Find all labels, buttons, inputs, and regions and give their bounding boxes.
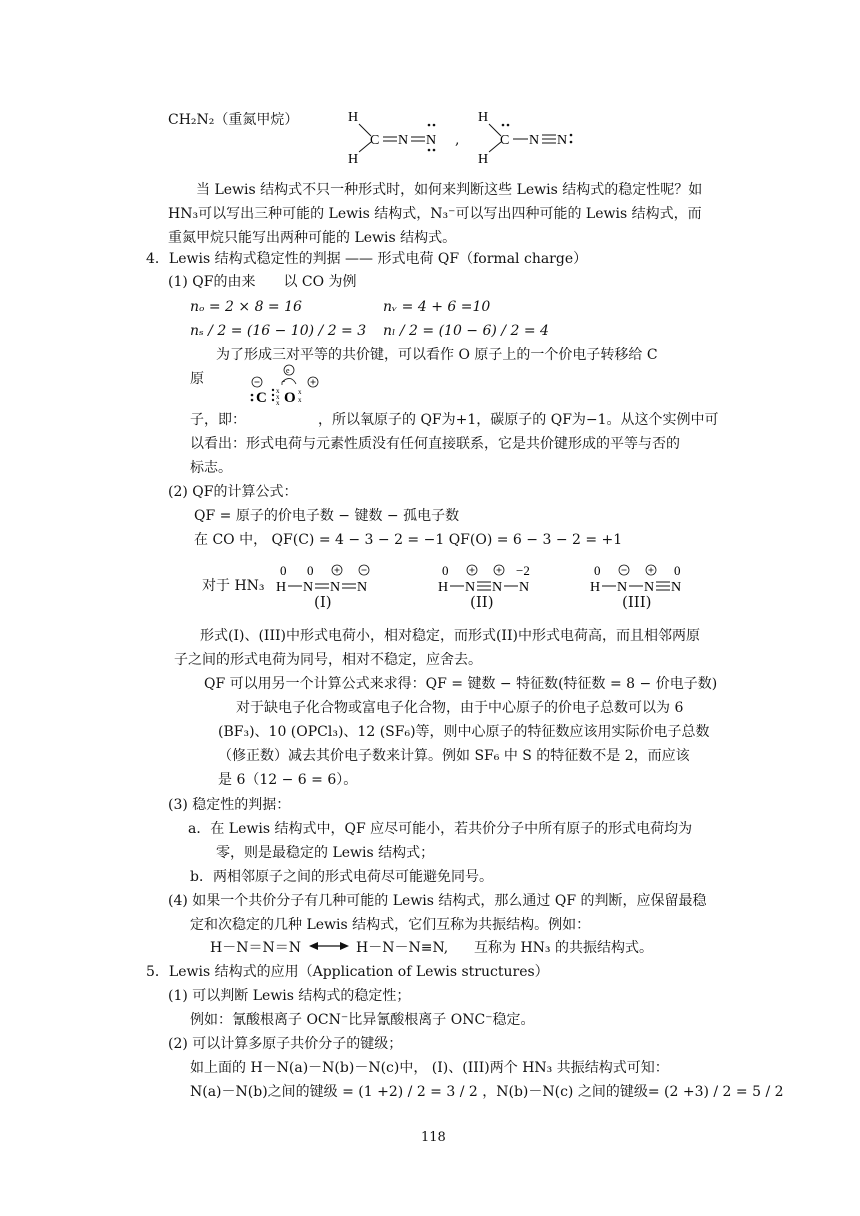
s4-p2-after-b: 子之间的形式电荷为同号，相对不稳定，应舍去。 <box>174 652 482 668</box>
eq-nv: nᵥ = 4 + 6 =10 <box>383 299 491 315</box>
svg-text:0: 0 <box>307 563 314 578</box>
svg-text:N: N <box>671 580 682 595</box>
svg-text:H: H <box>478 110 489 125</box>
svg-text:0: 0 <box>280 563 287 578</box>
s4-p2-note-a: 对于缺电子化合物或富电子化合物，由于中心原子的价电子总数可以为 6 <box>236 700 684 716</box>
svg-text:N: N <box>303 580 314 595</box>
svg-text:N: N <box>557 133 568 148</box>
s4-p2-hn3-label: 对于 HN₃ <box>202 578 265 594</box>
svg-text:N: N <box>519 580 530 595</box>
s4-p3-a2: 零，则是最稳定的 Lewis 结构式； <box>216 845 435 861</box>
s4-p1-text-c-post: ，所以氧原子的 QF为+1，碳原子的 QF为−1。从这个实例中可 <box>318 412 719 428</box>
s4-p4-b: 定和次稳定的几种 Lewis 结构式，它们互称为共振结构。例如： <box>190 917 591 933</box>
section-5-heading: 5．Lewis 结构式的应用（Application of Lewis structures） <box>146 964 549 980</box>
para1-line-c: 重氮甲烷只能写出两种可能的 Lewis 结构式。 <box>168 230 457 246</box>
s4-p2-note-d: 是 6（12 − 6 = 6）。 <box>218 772 358 788</box>
svg-text:0: 0 <box>594 563 601 578</box>
svg-text:N: N <box>426 133 437 148</box>
compound-label: CH₂N₂（重氮甲烷） <box>168 112 299 128</box>
s4-p4-a: (4) 如果一个共价分子有几种可能的 Lewis 结构式，那么通过 QF 的判断，应保留最稳 <box>168 893 707 909</box>
svg-text:H: H <box>438 580 449 595</box>
co-electron-transfer-diagram <box>248 362 328 408</box>
resonance-text: 互称为 HN₃ 的共振结构式。 <box>474 940 653 956</box>
svg-text:N: N <box>492 580 503 595</box>
svg-text:N: N <box>330 580 341 595</box>
svg-text:H: H <box>348 110 359 125</box>
page-number: 118 <box>421 1130 446 1145</box>
s4-p2-alt: QF 可以用另一个计算公式来求得：QF = 键数 − 特征数(特征数 = 8 − 价电子数) <box>204 676 718 692</box>
structure-separator: , <box>455 132 460 148</box>
s4-p1-text-d: 以看出：形式电荷与元素性质没有任何直接联系，它是共价键形成的平等与否的 <box>190 436 680 452</box>
s5-p2: (2) 可以计算多原子共价分子的键级； <box>168 1036 403 1052</box>
svg-text:x: x <box>276 393 280 401</box>
svg-text:C: C <box>370 133 380 148</box>
para1-line-a: 当 Lewis 结构式不只一种形式时，如何来判断这些 Lewis 结构式的稳定性呢？如 <box>196 182 703 198</box>
s4-p3-b: b．两相邻原子之间的形式电荷尽可能避免同号。 <box>190 869 493 885</box>
svg-text:N: N <box>617 580 628 595</box>
s5-p1-example: 例如：氰酸根离子 OCN⁻比异氰酸根离子 ONC⁻稳定。 <box>190 1012 535 1028</box>
s4-p1-text-e: 标志。 <box>190 460 232 476</box>
s4-p1-text-a: 为了形成三对平等的共价键，可以看作 O 原子上的一个价电子转移给 C <box>216 347 658 363</box>
svg-text:N: N <box>644 580 655 595</box>
s4-p2-after-a: 形式(I)、(III)中形式电荷小，相对稳定，而形式(II)中形式电荷高，而且相邻两原 <box>200 628 700 644</box>
resonance-right: H－N－N≡N, <box>356 940 449 956</box>
svg-text:x: x <box>276 399 280 407</box>
s5-p2-b: N(a)－N(b)之间的键级 = (1 +2) / 2 = 3 / 2 ，N(b)－N(c) 之间的键级= (2 +3) / 2 = 5 / 2 <box>190 1084 784 1100</box>
s4-p2-title: (2) QF的计算公式： <box>168 484 298 500</box>
s4-p2-co: 在 CO 中， QF(C) = 4 − 3 − 2 = −1 QF(O) = 6 − 3 − 2 = +1 <box>194 532 623 548</box>
svg-text:H: H <box>590 580 601 595</box>
svg-text:H: H <box>348 152 359 167</box>
svg-text:x: x <box>298 388 302 396</box>
s4-p3-title: (3) 稳定性的判据： <box>168 797 291 813</box>
diazomethane-structure-2 <box>470 106 590 168</box>
svg-text:−2: −2 <box>516 563 530 578</box>
svg-text:H: H <box>276 580 287 595</box>
svg-text:x: x <box>298 396 302 404</box>
svg-text:e: e <box>286 366 290 375</box>
diazomethane-structure-1 <box>340 106 450 168</box>
resonance-left: H－N＝N＝N <box>210 940 301 956</box>
eq-ns: nₛ / 2 = (16 − 10) / 2 = 3 <box>190 323 367 339</box>
form-label-2: (II) <box>470 593 494 611</box>
eq-nl: nₗ / 2 = (10 − 6) / 2 = 4 <box>383 323 549 339</box>
s4-p3-a1: a．在 Lewis 结构式中，QF 应尽可能小，若共价分子中所有原子的形式电荷均为 <box>188 821 693 837</box>
svg-text:0: 0 <box>674 563 681 578</box>
svg-text:0: 0 <box>442 563 449 578</box>
s4-p2-note-b: (BF₃)、10 (OPCl₃)、12 (SF₆)等，则中心原子的特征数应该用实际价电子总数 <box>218 724 710 740</box>
svg-text:C: C <box>256 390 267 406</box>
s5-p1: (1) 可以判断 Lewis 结构式的稳定性； <box>168 988 411 1004</box>
s4-p1-title: (1) QF的由来 以 CO 为例 <box>168 274 357 290</box>
svg-text:N: N <box>398 133 409 148</box>
s4-p1-text-b: 原 <box>190 371 204 387</box>
s4-p2-formula: QF = 原子的价电子数 − 键数 − 孤电子数 <box>194 508 460 524</box>
svg-text:N: N <box>465 580 476 595</box>
resonance-arrow-icon <box>308 938 350 954</box>
form-label-1: (I) <box>314 593 332 611</box>
para1-line-b: HN₃可以写出三种可能的 Lewis 结构式，N₃⁻可以写出四种可能的 Lewis 结构式，而 <box>168 206 702 222</box>
svg-text:O: O <box>284 390 296 406</box>
svg-text:N: N <box>357 580 368 595</box>
s4-p2-note-c: （修正数）减去其价电子数来计算。例如 SF₆ 中 S 的特征数不是 2，而应该 <box>218 748 690 764</box>
s4-p1-text-c-pre: 子，即： <box>190 412 246 428</box>
section-4-heading: 4．Lewis 结构式稳定性的判据 —— 形式电荷 QF（formal charge） <box>146 251 588 267</box>
svg-text:C: C <box>500 133 510 148</box>
svg-text:N: N <box>529 133 540 148</box>
svg-text:H: H <box>478 152 489 167</box>
svg-text:x: x <box>276 387 280 395</box>
eq-no: nₒ = 2 × 8 = 16 <box>190 299 302 315</box>
form-label-3: (III) <box>622 593 652 611</box>
s5-p2-a: 如上面的 H－N(a)－N(b)－N(c)中， (I)、(III)两个 HN₃ 共振结构式可知： <box>190 1060 669 1076</box>
